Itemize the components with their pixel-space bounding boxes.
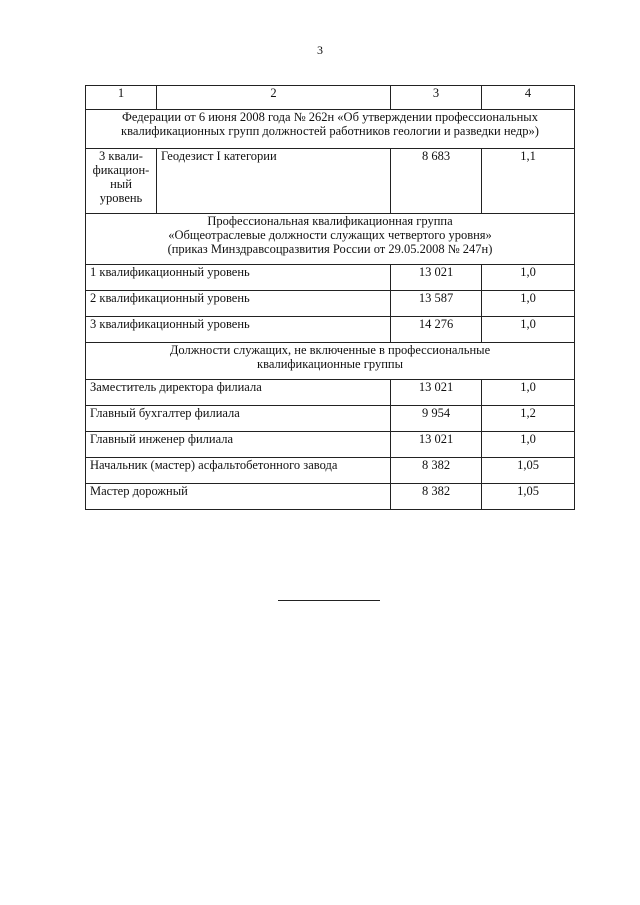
- section-text-line: «Общеотраслевые должности служащих четвертого уровня»: [168, 228, 492, 242]
- coef-cell: 1,1: [482, 149, 575, 214]
- table-row: [86, 291, 575, 317]
- table-row-geodesist: [86, 149, 575, 214]
- section-pkg4-title: [86, 214, 575, 265]
- salary-cell: 13 021: [391, 265, 482, 291]
- label-cell: Заместитель директора филиала: [86, 380, 391, 406]
- salary-cell: 9 954: [391, 406, 482, 432]
- level-text-line: уровень: [99, 191, 143, 205]
- coef-cell: 1,0: [482, 432, 575, 458]
- section-other-row: [86, 343, 575, 380]
- salary-cell: 8 382: [391, 458, 482, 484]
- table-row: [86, 484, 575, 510]
- label-cell: Мастер дорожный: [86, 484, 391, 510]
- header-col-3: 3: [391, 86, 482, 110]
- section-text-line: квалификационные группы: [257, 357, 403, 371]
- level-text-line: фикацион-: [92, 163, 150, 177]
- label-cell: Главный бухгалтер филиала: [86, 406, 391, 432]
- label-cell: Начальник (мастер) асфальтобетонного завода: [86, 458, 391, 484]
- qualification-level-cell: [86, 149, 157, 214]
- table-row: [86, 458, 575, 484]
- coef-cell: 1,0: [482, 291, 575, 317]
- table-row: [86, 406, 575, 432]
- coef-cell: 1,0: [482, 317, 575, 343]
- table-row: [86, 380, 575, 406]
- section-pkg4-row: [86, 214, 575, 265]
- section-text-line: Должности служащих, не включенные в профессиональные: [169, 343, 491, 357]
- salary-cell: 8 382: [391, 484, 482, 510]
- coef-cell: 1,05: [482, 458, 575, 484]
- page-number: 3: [317, 43, 323, 57]
- level-text-line: 3 квали-: [99, 149, 143, 163]
- label-cell: 3 квалификационный уровень: [86, 317, 391, 343]
- salary-cell: 13 021: [391, 380, 482, 406]
- salary-cell: 13 587: [391, 291, 482, 317]
- section-text-line: Федерации от 6 июня 2008 года № 262н «Об утверждении профессиональных: [122, 110, 538, 124]
- label-cell: 1 квалификационный уровень: [86, 265, 391, 291]
- section-text-line: (приказ Минздравсоцразвития России от 29.05.2008 № 247н): [167, 242, 493, 256]
- section-geology-row: [86, 110, 575, 149]
- salary-table: [85, 85, 575, 510]
- coef-cell: 1,0: [482, 380, 575, 406]
- table-row: [86, 265, 575, 291]
- header-col-2: 2: [157, 86, 391, 110]
- section-text-line: Профессиональная квалификационная группа: [207, 214, 453, 228]
- position-cell: Геодезист I категории: [157, 149, 391, 214]
- table-row: [86, 317, 575, 343]
- section-geology-title: [86, 110, 575, 149]
- header-col-1: 1: [86, 86, 157, 110]
- section-other-title: [86, 343, 575, 380]
- header-col-4: 4: [482, 86, 575, 110]
- salary-cell: 8 683: [391, 149, 482, 214]
- coef-cell: 1,0: [482, 265, 575, 291]
- label-cell: Главный инженер филиала: [86, 432, 391, 458]
- level-text-line: ный: [110, 177, 132, 191]
- salary-cell: 13 021: [391, 432, 482, 458]
- section-text-line: квалификационных групп должностей работников геологии и разведки недр»): [121, 124, 539, 138]
- end-of-document-rule: [278, 600, 380, 601]
- label-cell: 2 квалификационный уровень: [86, 291, 391, 317]
- table-row: [86, 432, 575, 458]
- table-header-row: [86, 86, 575, 110]
- coef-cell: 1,05: [482, 484, 575, 510]
- salary-cell: 14 276: [391, 317, 482, 343]
- coef-cell: 1,2: [482, 406, 575, 432]
